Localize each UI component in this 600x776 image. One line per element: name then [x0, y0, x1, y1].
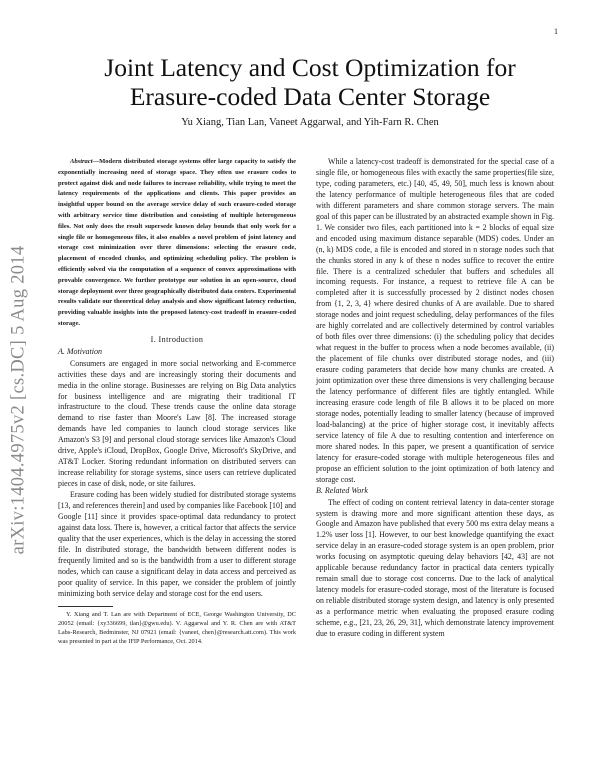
- abstract: [58, 157, 296, 330]
- author-list: Yu Xiang, Tian Lan, Vaneet Aggarwal, and Yih-Farn R. Chen: [181, 117, 439, 128]
- right-column: [316, 157, 554, 640]
- section-heading-introduction: I. Introduction: [150, 334, 204, 344]
- paragraph-motivation-1: Consumers are engaged in more social networking and E-commerce activities these days and are increasingly storing their documents and media in the online storage. Businesses are relying on Big Data analytics for business intelligence and are migrating their traditional IT infrastructure to the cloud. These trends cause the online data storage demand to rise faster than Moore's Law [8]. The increased storage demands have led companies to launch cloud storage services like Amazon's S3 [9] and personal cloud storage services like Amazon's Cloud drive, Apple's iCloud, DropBox, Google Drive, Microsoft's SkyDrive, and AT&T Locker. Storing redundant information on distributed servers can increase reliability for storage systems, since users can retrieve duplicated pieces in case of disk, node, or site failures.: [58, 358, 296, 489]
- subsection-heading-motivation: A. Motivation: [58, 346, 102, 356]
- abstract-text: —Modern distributed storage systems offer large capacity to satisfy the exponentially increasing need of storage space. They often use erasure codes to protect against disk and node failures to increase reliability, while trying to meet the latency requirements of the applications and clients. This paper provides an insightful upper bound on the average service delay of such erasure-coded storage with arbitrary service time distribution and consisting of multiple heterogeneous files. Not only does the result supersede known delay bounds that only work for a single file or homogeneous files, it also enables a novel problem of joint latency and storage cost minimization over three dimensions: selecting the erasure code, placement of encoded chunks, and optimizing scheduling policy. The problem is efficiently solved via the computation of a sequence of convex approximations with provable convergence. We further prototype our solution in an open-source, cloud storage deployment over three geographically distributed data centers. Experimental results validate our theoretical delay analysis and show significant latency reduction, providing valuable insights into the proposed latency-cost tradeoff in erasure-coded storage.: [58, 158, 296, 327]
- author-footnote: Y. Xiang and T. Lan are with Department of ECE, George Washington University, DC 20052 (email: {xy336699, tlan}@gwu.edu). V. Aggarwal and Y. R. Chen are with AT&T Labs-Research, Bedminster, NJ 07921 (email: {vaneet, chen}@research.att.com). This work was presented in part at the IFIP Performance, Oct. 2014.: [58, 610, 296, 646]
- abstract-label: Abstract: [70, 158, 93, 165]
- arxiv-id: arXiv:1404.4975v2 [cs.DC] 5 Aug 2014: [8, 245, 29, 555]
- left-column: [58, 157, 296, 646]
- paragraph-intro-goal: While a latency-cost tradeoff is demonstrated for the special case of a single file, or homogeneous files with exactly the same properties(file size, type, coding parameters, etc.) [40, 45, 49, 50], much less is known about the latency performance of multiple heterogeneous files that are coded with different parameters and share common storage servers. The main goal of this paper can be illustrated by an abstracted example shown in Fig. 1. We consider two files, each partitioned into k = 2 blocks of equal size and encoded using maximum distance separable (MDS) codes. Under an (n, k) MDS code, a file is encoded and stored in n storage nodes such that the chunks stored in any k of these n nodes suffice to recover the entire file. There is a centralized scheduler that buffers and schedules all incoming requests. For instance, a request to retrieve file A can be completed after it is successfully processed by 2 distinct nodes chosen from {1, 2, 3, 4} where desired chunks of A are available. Due to shared storage nodes and joint request scheduling, delay performances of the files are highly correlated and are collectively determined by control variables of both files over three dimensions: (i) the scheduling policy that decides what request in the buffer to process when a node becomes available, (ii) the placement of file chunks over distributed storage nodes, and (iii) erasure coding parameters that decide how many chunks are created. A joint optimization over these three dimensions is very challenging because the latency performance of different files are tightly entangled. While increasing erasure code length of file B allows it to be placed on more storage nodes, potentially leading to smaller latency (because of improved load-balancing) at the price of higher storage cost, it inevitably affects service latency of file A due to resulting contention and interference on more shared nodes. In this paper, we present a quantification of service latency for erasure-coded storage with multiple heterogeneous files and propose an efficient solution to the joint optimization of both latency and storage cost.: [316, 157, 554, 484]
- title-line-1: Joint Latency and Cost Optimization for: [104, 53, 516, 82]
- paper-title: [60, 53, 560, 111]
- subsection-heading-related-work: B. Related Work: [316, 485, 368, 495]
- arxiv-watermark: [4, 205, 34, 595]
- paragraph-motivation-2: Erasure coding has been widely studied for distributed storage systems [13, and references therein] and used by companies like Facebook [10] and Google [11] since it provides space-optimal data redundancy to protect against data loss. There is, however, a critical factor that affects the service quality that the user experiences, which is the delay in accessing the stored file. In distributed storage, the bandwidth between different nodes is frequently limited and so is the bandwidth from a user to different storage nodes, which can cause a significant delay in data access and perceived as poor quality of service. In this paper, we consider the problem of jointly minimizing both service delay and storage cost for the end users.: [58, 490, 296, 598]
- title-line-2: Erasure-coded Data Center Storage: [129, 82, 491, 111]
- page-number: 1: [554, 27, 558, 36]
- footnote-rule: [58, 606, 113, 607]
- paragraph-related-work-1: The effect of coding on content retrieval latency in data-center storage system is drawing more and more significant attention these days, as Google and Amazon have published that every 500 ms extra delay means a 1.2% user loss [1]. However, to our best knowledge quantifying the exact service delay in an erasure-coded storage system is an open problem, prior works focusing on asymptotic queuing delay behaviors [42, 43] are not applicable because redundancy factor in practical data centers typically remain small due to storage cost concerns. Due to the lack of analytical latency models for erasure-coded storage, most of the literature is focused on reliable distributed storage system design, and latency is only presented as a performance metric when evaluating the proposed erasure coding scheme, e.g., [21, 23, 26, 29, 31], which demonstrate latency improvement due to erasure coding in different system: [316, 497, 554, 638]
